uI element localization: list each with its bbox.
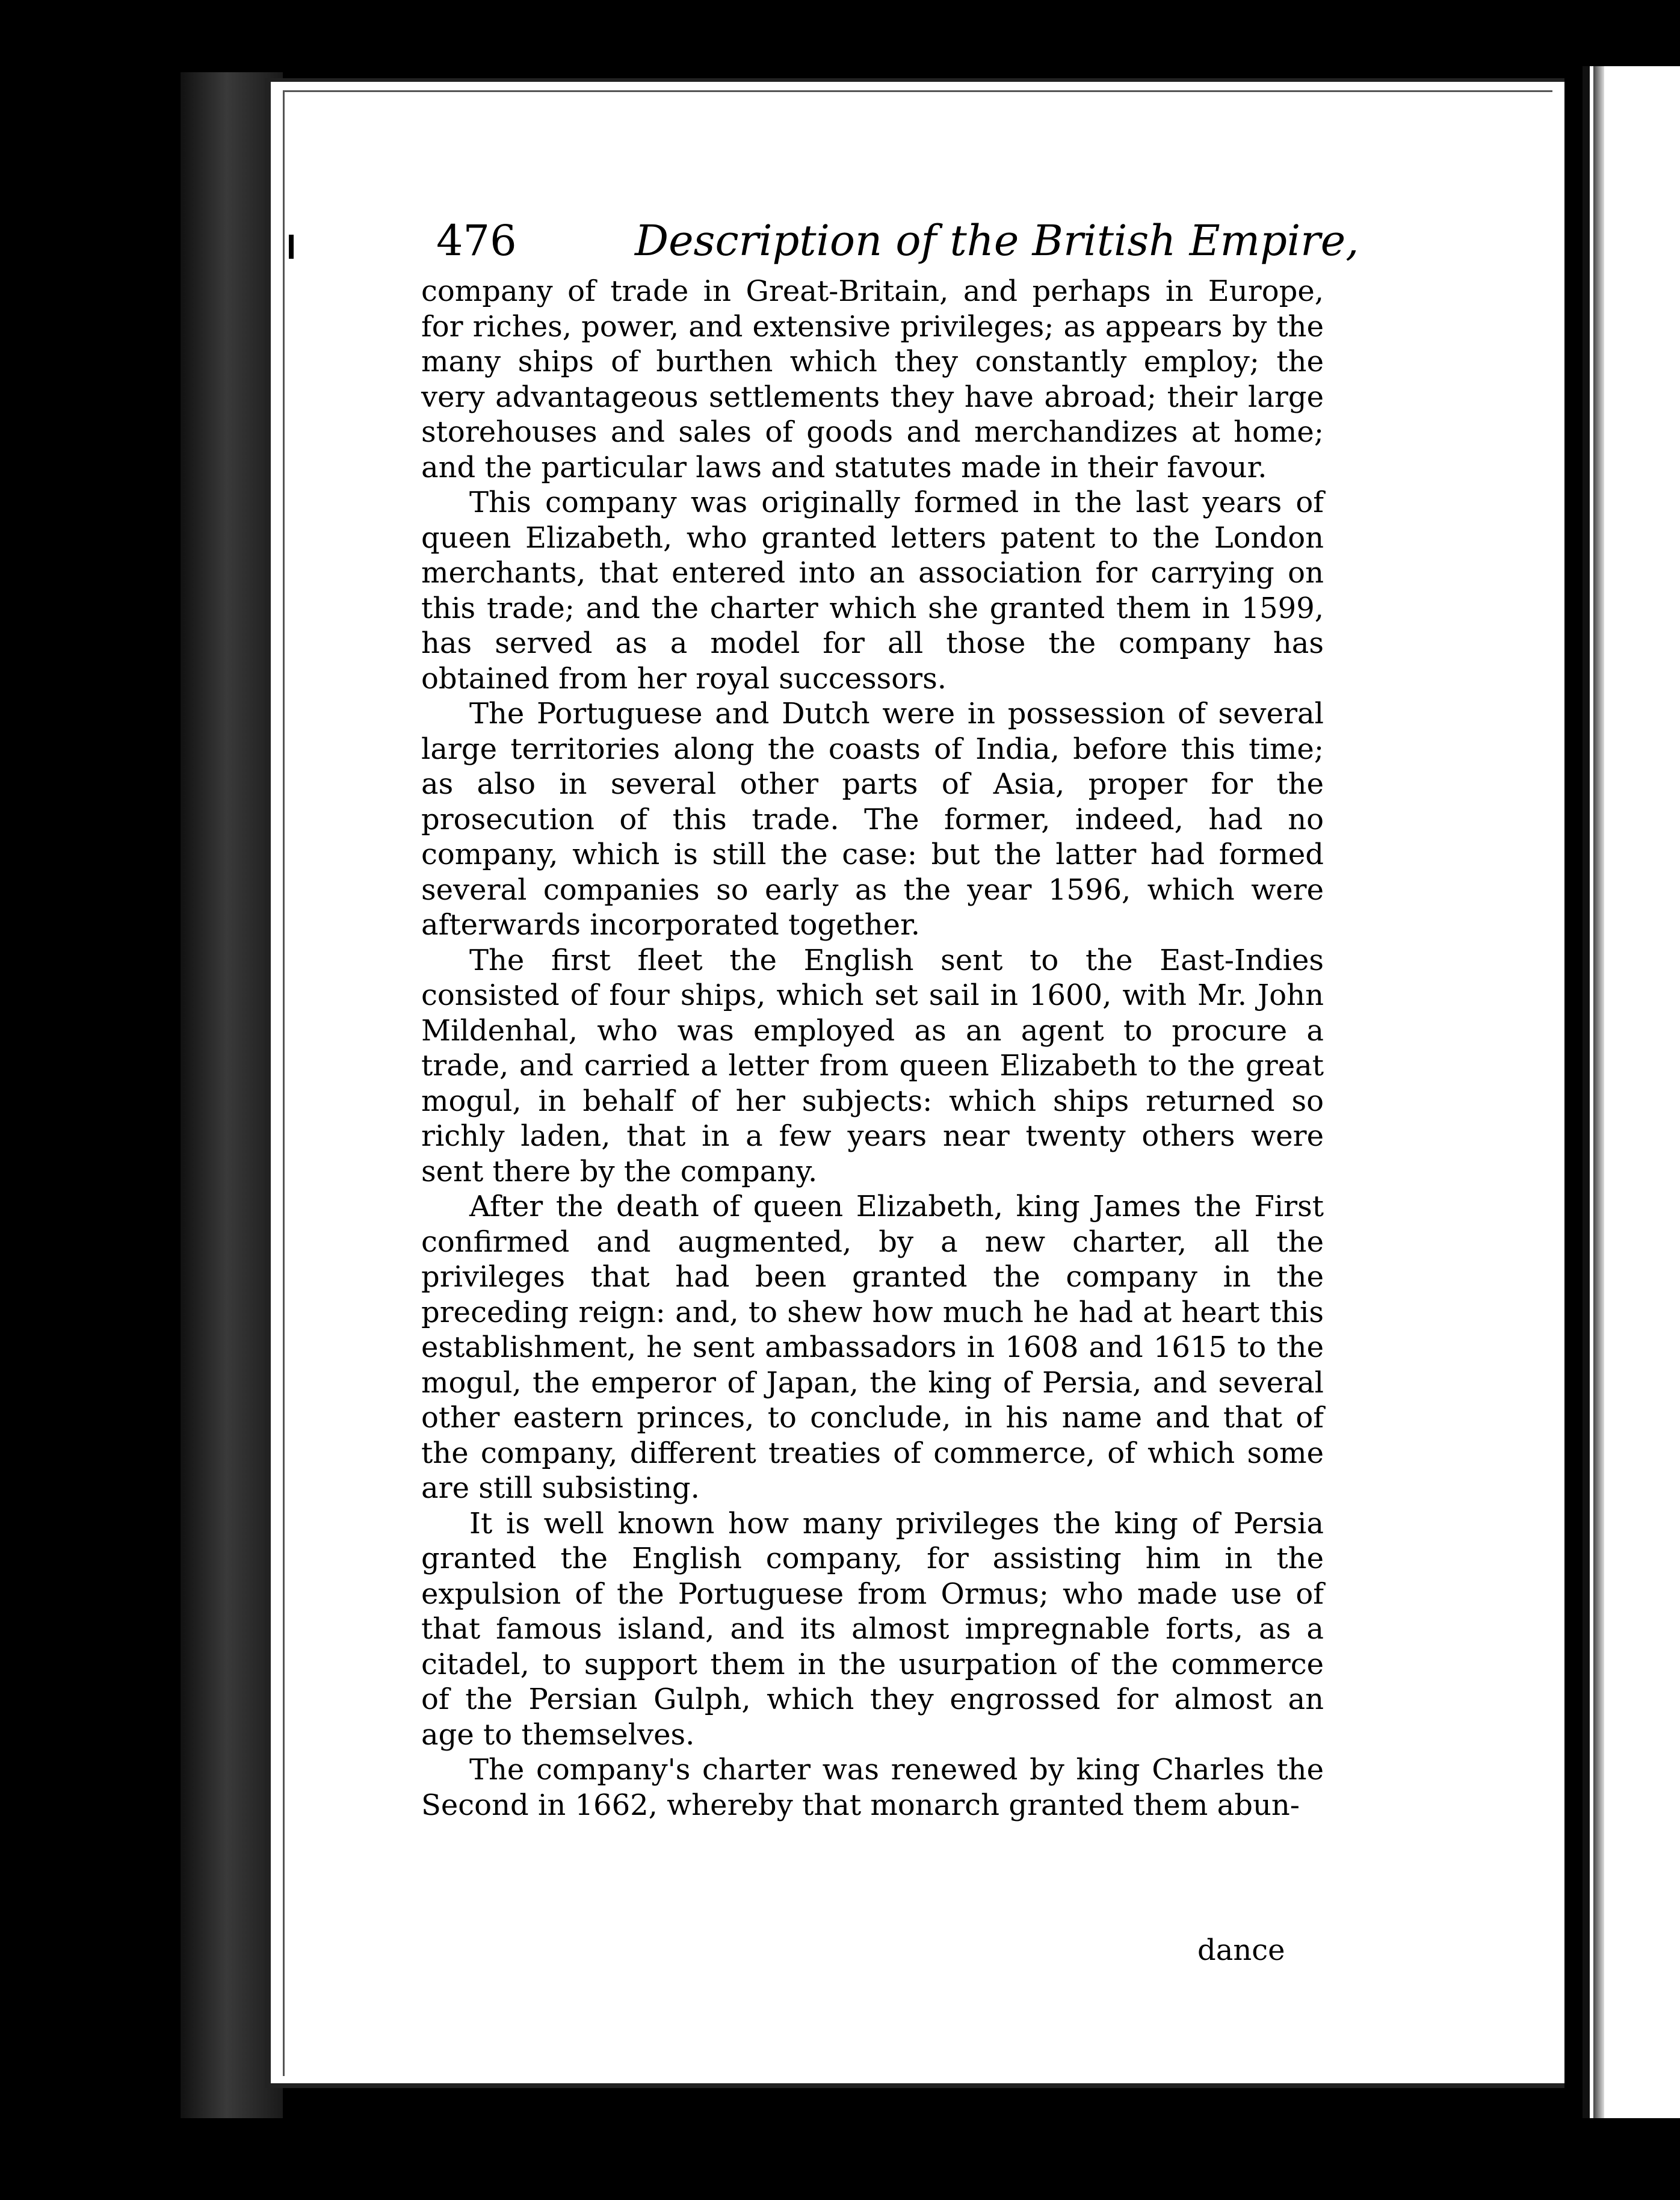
body-text: [421, 274, 1324, 1823]
scan-bottom-margin: [0, 2118, 1680, 2200]
page-number: 476: [436, 216, 517, 265]
paragraph: This company was originally formed in the last years of queen Elizabeth, who granted letters patent to the London merchants, that entered into an association for carrying on this trade; and the charter which she granted them in 1599, has served as a model for all those the company has obtained from her royal successors.: [421, 486, 1324, 696]
paragraph: It is well known how many privileges the king of Persia granted the English company, for assisting him in the expulsion of the Portuguese from Ormus; who made use of that famous island, and its almost impregnable forts, as a citadel, to support them in the usurpation of the commerce of the Persian Gulph, which they engrossed for almost an age to themselves.: [421, 1506, 1324, 1752]
page-header: [436, 216, 1359, 265]
running-title: Description of the British Empire,: [635, 216, 1359, 265]
facing-page-edge: [1583, 66, 1680, 2124]
paragraph: The Portuguese and Dutch were in possession of several large territories along the coasts of India, before this time; as also in several other parts of Asia, proper for the prosecution of this trade. The former, indeed, had no company, which is still the case: but the latter had formed several companies so early as the year 1596, which were afterwards incorporated together.: [421, 697, 1324, 942]
paragraph-continued: company of trade in Great-Britain, and perhaps in Europe, for riches, power, and extensive privileges; as appears by the many ships of burthen which they constantly employ; the very advantageous settlements they have abroad; their large storehouses and sales of goods and merchandizes at home; and the particular laws and statutes made in their favour.: [421, 274, 1324, 484]
paragraph: The company's charter was renewed by king Charles the Second in 1662, whereby that monarch granted them abun-: [421, 1753, 1324, 1822]
gutter-shadow: [1593, 66, 1604, 2124]
catchword: dance: [1197, 1933, 1285, 1967]
paragraph: After the death of queen Elizabeth, king James the First confirmed and augmented, by a new charter, all the privileges that had been granted the company in the preceding reign: and, to shew how much he had at heart this establishment, he sent ambassadors in 1608 and 1615 to the mogul, the emperor of Japan, the king of Persia, and several other eastern princes, to conclude, in his name and that of the company, different treaties of commerce, of which some are still subsisting.: [421, 1190, 1324, 1505]
margin-mark: [289, 235, 294, 259]
paragraph: The first fleet the English sent to the East-Indies consisted of four ships, which set sail in 1600, with Mr. John Mildenhal, who was employed as an agent to procure a trade, and carried a letter from queen Elizabeth to the great mogul, in behalf of her subjects: which ships returned so richly laden, that in a few years near twenty others were sent there by the company.: [421, 943, 1324, 1188]
